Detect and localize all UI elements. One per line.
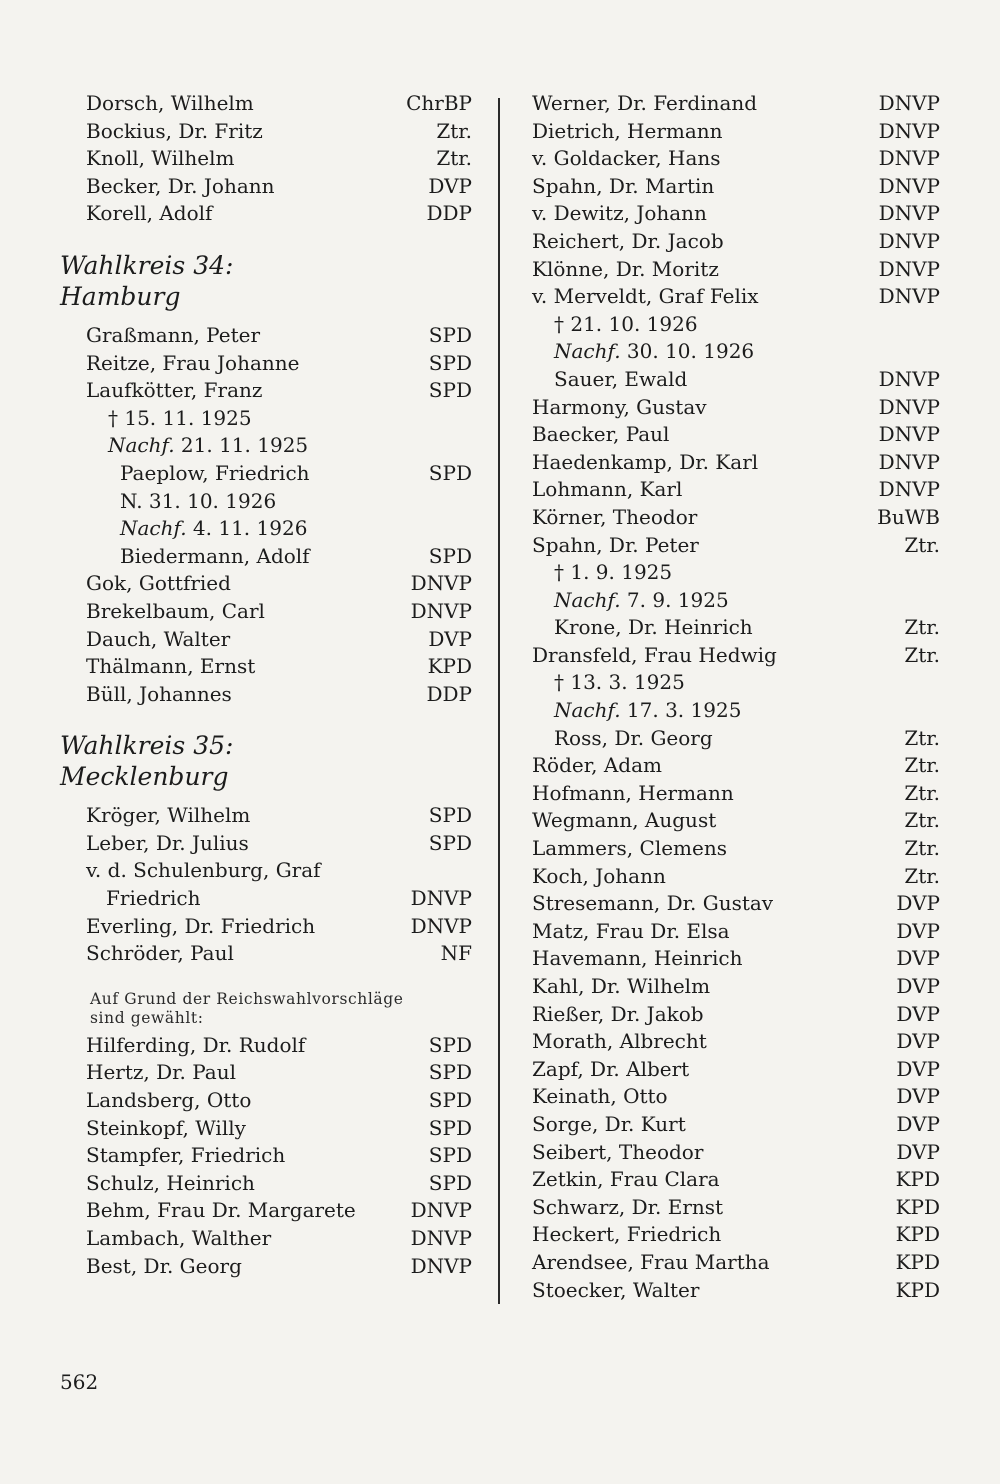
list-item: Baecker, Paul DNVP <box>532 422 940 447</box>
list-item: Stampfer, Friedrich SPD <box>86 1143 472 1168</box>
list-item: Best, Dr. Georg DNVP <box>86 1253 472 1278</box>
list-item: Heckert, Friedrich KPD <box>532 1222 940 1247</box>
list-item: Nachf. 17. 3. 1925 <box>554 698 742 723</box>
reichswahl-note: Auf Grund der Reichswahlvorschläge sind gewählt: <box>90 989 404 1027</box>
list-item: Arendsee, Frau Martha KPD <box>532 1249 940 1274</box>
list-item: Schulz, Heinrich SPD <box>86 1170 472 1195</box>
list-item: Brekelbaum, Carl DNVP <box>86 598 472 623</box>
list-item: Körner, Theodor BuWB <box>532 504 940 529</box>
list-item: Stoecker, Walter KPD <box>532 1277 940 1302</box>
list-item: Steinkopf, Willy SPD <box>86 1115 472 1140</box>
list-item: Harmony, Gustav DNVP <box>532 394 940 419</box>
list-item: Nachf. 4. 11. 1926 <box>120 516 308 541</box>
list-item: Zapf, Dr. Albert DVP <box>532 1056 940 1081</box>
list-item: Klönne, Dr. Moritz DNVP <box>532 256 940 281</box>
list-item: † 1. 9. 1925 <box>554 560 673 585</box>
list-item: Everling, Dr. Friedrich DNVP <box>86 913 472 938</box>
list-item: Krone, Dr. Heinrich Ztr. <box>554 615 940 640</box>
list-item: Laufkötter, Franz SPD <box>86 378 472 403</box>
list-item: Nachf. 21. 11. 1925 <box>108 433 309 458</box>
list-item: Hofmann, Hermann Ztr. <box>532 780 940 805</box>
list-item: Leber, Dr. Julius SPD <box>86 830 472 855</box>
list-item: Lambach, Walther DNVP <box>86 1226 472 1250</box>
section-heading-wahlkreis-34: Wahlkreis 34: Hamburg <box>60 250 234 311</box>
list-item: v. d. Schulenburg, Graf <box>86 858 321 883</box>
list-item: Friedrich DNVP <box>106 886 472 911</box>
list-item: Dauch, Walter DVP <box>86 626 472 651</box>
list-item: Lohmann, Karl DNVP <box>532 477 940 502</box>
list-item: Kahl, Dr. Wilhelm DVP <box>532 974 940 998</box>
list-item: Knoll, Wilhelm Ztr. <box>86 146 472 171</box>
list-item: Haedenkamp, Dr. Karl DNVP <box>532 449 940 474</box>
list-item: Werner, Dr. Ferdinand DNVP <box>532 91 940 115</box>
list-item: † 13. 3. 1925 <box>554 670 685 695</box>
list-item: Seibert, Theodor DVP <box>532 1139 940 1164</box>
list-item: Thälmann, Ernst KPD <box>86 654 472 679</box>
list-block-mecklenburg <box>60 802 472 968</box>
list-item: Dorsch, Wilhelm ChrBP <box>86 91 472 115</box>
list-item: Becker, Dr. Johann DVP <box>86 173 472 198</box>
list-item: Landsberg, Otto SPD <box>86 1088 472 1113</box>
section-heading-wahlkreis-35: Wahlkreis 35: Mecklenburg <box>60 731 234 792</box>
right-column <box>532 90 940 1304</box>
list-item: v. Merveldt, Graf Felix DNVP <box>532 284 940 309</box>
list-item: Behm, Frau Dr. Margarete DNVP <box>86 1198 472 1223</box>
list-item: † 15. 11. 1925 <box>108 405 252 430</box>
list-item: Nachf. 30. 10. 1926 <box>554 339 755 364</box>
list-item: † 21. 10. 1926 <box>554 311 698 336</box>
list-item: Schwarz, Dr. Ernst KPD <box>532 1194 940 1219</box>
list-item: Röder, Adam Ztr. <box>532 753 940 778</box>
list-item: Koch, Johann Ztr. <box>532 863 940 888</box>
list-item: Wegmann, August Ztr. <box>532 808 940 833</box>
list-item: Korell, Adolf DDP <box>86 201 472 226</box>
list-block-reichswahl <box>60 1032 472 1280</box>
list-item: v. Goldacker, Hans DNVP <box>532 146 940 171</box>
list-item: Gok, Gottfried DNVP <box>86 571 472 596</box>
list-item: Matz, Frau Dr. Elsa DVP <box>532 918 940 943</box>
list-item: Graßmann, Peter SPD <box>86 322 472 347</box>
list-block-hamburg <box>60 322 472 708</box>
list-block-top <box>60 90 472 228</box>
list-item: Schröder, Paul NF <box>86 941 472 966</box>
list-item: Büll, Johannes DDP <box>86 681 472 706</box>
list-item: Ross, Dr. Georg Ztr. <box>554 725 940 750</box>
list-item: Zetkin, Frau Clara KPD <box>532 1167 940 1192</box>
list-item: Keinath, Otto DVP <box>532 1084 940 1109</box>
list-item: Havemann, Heinrich DVP <box>532 946 940 971</box>
list-item: Rießer, Dr. Jakob DVP <box>532 1001 940 1026</box>
list-item: Hertz, Dr. Paul SPD <box>86 1060 472 1085</box>
list-item: Reitze, Frau Johanne SPD <box>86 350 472 375</box>
list-item: Stresemann, Dr. Gustav DVP <box>532 891 940 916</box>
list-item: Lammers, Clemens Ztr. <box>532 836 940 861</box>
list-item: N. 31. 10. 1926 <box>120 488 277 513</box>
column-divider <box>498 98 500 1304</box>
list-item: Paeplow, Friedrich SPD <box>120 460 472 485</box>
list-item: Hilferding, Dr. Rudolf SPD <box>86 1032 472 1057</box>
list-item: Sorge, Dr. Kurt DVP <box>532 1111 940 1136</box>
list-item: Biedermann, Adolf SPD <box>120 543 472 568</box>
list-item: Spahn, Dr. Martin DNVP <box>532 173 940 198</box>
list-item: Sauer, Ewald DNVP <box>554 366 940 391</box>
list-item: Bockius, Dr. Fritz Ztr. <box>86 118 472 143</box>
list-item: Reichert, Dr. Jacob DNVP <box>532 228 940 253</box>
left-column <box>60 90 472 1280</box>
page-number: 562 <box>60 1370 99 1394</box>
list-item: Nachf. 7. 9. 1925 <box>554 587 729 612</box>
list-item: v. Dewitz, Johann DNVP <box>532 201 940 226</box>
list-item: Morath, Albrecht DVP <box>532 1029 940 1054</box>
list-item: Dransfeld, Frau Hedwig Ztr. <box>532 642 940 667</box>
list-item: Dietrich, Hermann DNVP <box>532 118 940 143</box>
list-item: Kröger, Wilhelm SPD <box>86 803 472 828</box>
list-item: Spahn, Dr. Peter Ztr. <box>532 532 940 557</box>
